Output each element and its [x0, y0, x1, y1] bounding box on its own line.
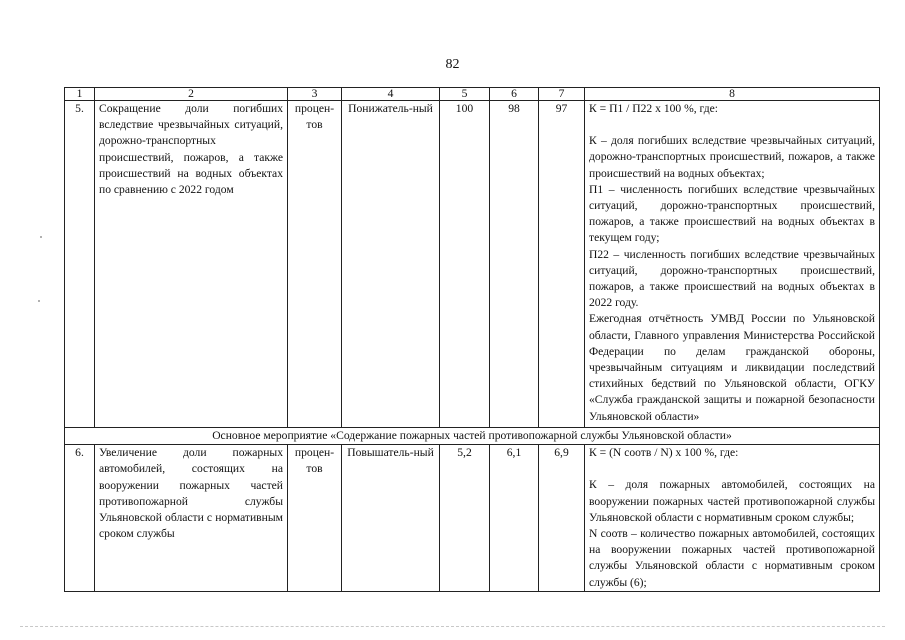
method-cell	[585, 445, 880, 592]
scan-speck	[38, 300, 40, 302]
trend-cell: Понижатель-ный	[342, 101, 440, 428]
header-cell: 3	[288, 88, 342, 101]
value-cell: 97	[539, 101, 585, 428]
value-cell: 98	[490, 101, 539, 428]
trend-cell: Повышатель-ный	[342, 445, 440, 592]
value-cell: 100	[440, 101, 490, 428]
method-paragraph: Ежегодная отчётность УМВД России по Ульяновской области, Главного управления Министерства Российской Федерации по делам гражданской обороны, чрезвычайным ситуациям и ликвидации последствий стихийных бедствий по Ульяновской области, ОГКУ «Служба гражданской защиты и пожарной безопасности Ульяновской области»	[589, 312, 875, 423]
row-number: 6.	[65, 445, 95, 592]
value-cell: 6,9	[539, 445, 585, 592]
scan-artifact-line	[20, 626, 885, 628]
header-cell: 5	[440, 88, 490, 101]
header-cell: 7	[539, 88, 585, 101]
method-paragraph: N соотв – количество пожарных автомобилей, состоящих на вооружении пожарных частей противопожарной службы Ульяновской области с нормативным сроком службы (6);	[589, 527, 875, 589]
row-number: 5.	[65, 101, 95, 428]
header-cell: 8	[585, 88, 880, 101]
table-header-row	[65, 88, 880, 101]
header-cell: 6	[490, 88, 539, 101]
method-paragraph: П1 – численность погибших вследствие чрезвычайных ситуаций, дорожно-транспортных происшествий, пожаров, а также происшествий на водных объектах в текущем году;	[589, 182, 875, 245]
indicators-table	[64, 87, 880, 592]
header-cell: 2	[95, 88, 288, 101]
header-cell: 4	[342, 88, 440, 101]
table-row	[65, 101, 880, 428]
method-cell	[585, 101, 880, 428]
value-cell: 6,1	[490, 445, 539, 592]
unit-cell: процен-тов	[288, 445, 342, 592]
page-number: 82	[445, 57, 460, 72]
method-paragraph: К – доля погибших вследствие чрезвычайных ситуаций, дорожно-транспортных происшествий, пожаров, а также происшествий на водных объектах;	[589, 134, 875, 180]
unit-cell: процен-тов	[288, 101, 342, 428]
section-row	[65, 428, 880, 445]
indicator-name: Сокращение доли погибших вследствие чрезвычайных ситуаций, дорожно-транспортных происшествий, пожаров, а также происшествий на водных объектах по сравнению с 2022 годом	[95, 101, 288, 428]
table-row	[65, 445, 880, 592]
method-paragraph: К – доля пожарных автомобилей, состоящих на вооружении пожарных частей противопожарной службы Ульяновской области с нормативным сроком службы;	[589, 478, 875, 524]
method-paragraph: П22 – численность погибших вследствие чрезвычайных ситуаций, дорожно-транспортных происшествий, пожаров, а также происшествий на водных объектах в 2022 году.	[589, 247, 875, 310]
value-cell: 5,2	[440, 445, 490, 592]
scan-speck	[40, 236, 42, 238]
formula-text: К = П1 / П22 х 100 %, где:	[589, 102, 719, 115]
header-cell: 1	[65, 88, 95, 101]
indicator-name: Увеличение доли пожарных автомобилей, состоящих на вооружении пожарных частей противопожарной службы Ульяновской области с нормативным сроком службы	[95, 445, 288, 592]
formula-text: К = (N соотв / N) х 100 %, где:	[589, 446, 739, 460]
section-title: Основное мероприятие «Содержание пожарных частей противопожарной службы Ульяновской области»	[65, 428, 880, 445]
